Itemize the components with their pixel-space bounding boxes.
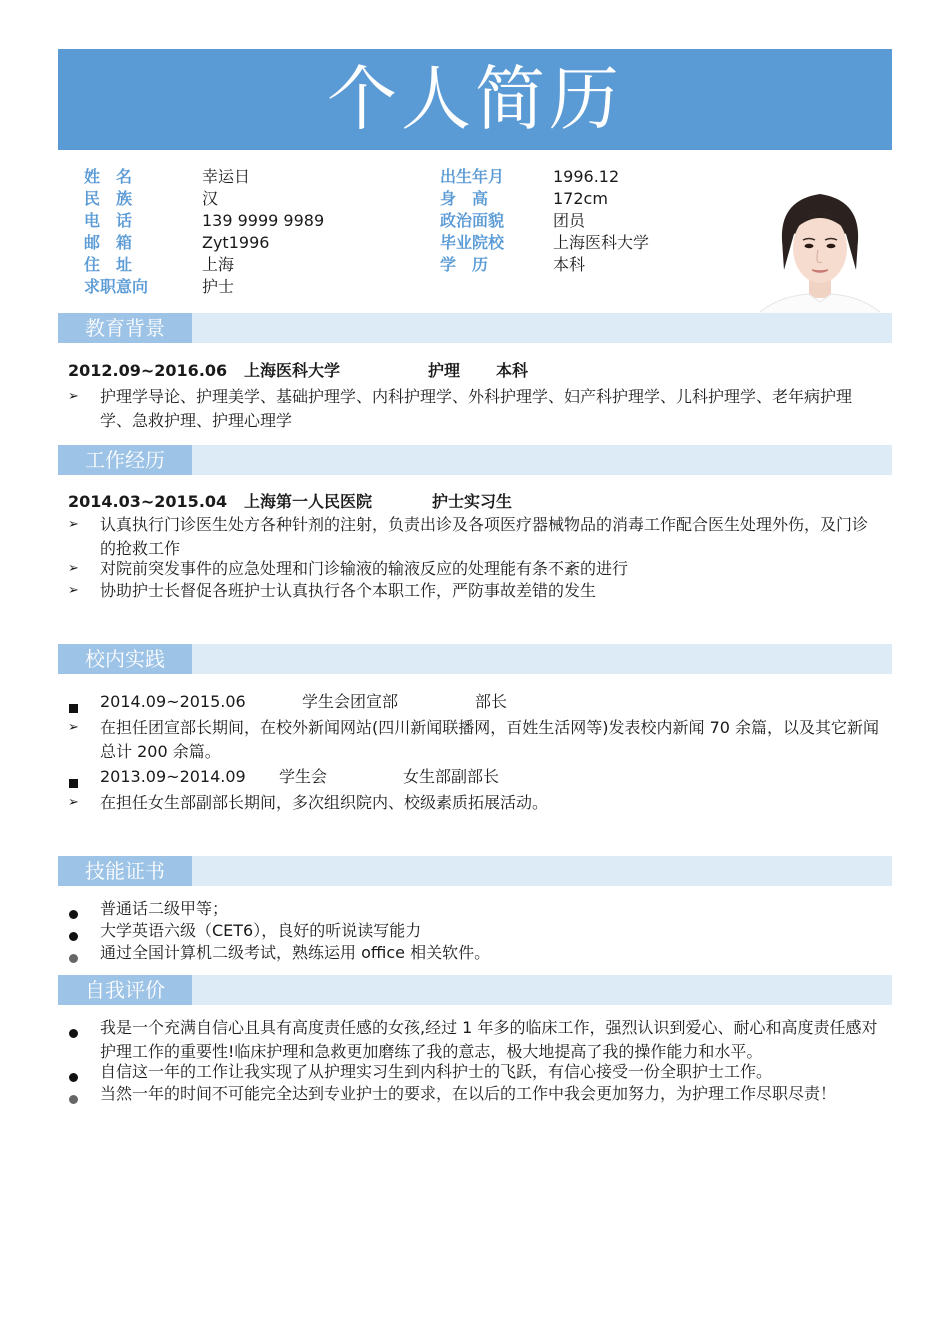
- section-header-self: [58, 975, 892, 1005]
- list-item: [68, 716, 888, 764]
- section-header-work: [58, 445, 892, 475]
- dot-bullet-icon: [68, 948, 88, 972]
- section-header-education: [58, 313, 892, 343]
- info-value: 上海: [202, 255, 235, 274]
- campus-period: 2013.09~2014.09: [100, 767, 246, 786]
- list-item: [68, 919, 888, 943]
- info-value: 139 9999 9989: [202, 211, 325, 230]
- list-item: [68, 1016, 888, 1064]
- info-value: 幸运日: [202, 167, 251, 186]
- self-item: 自信这一年的工作让我实现了从护理实习生到内科护士的飞跃，有信心接受一份全职护士工作。: [100, 1062, 773, 1081]
- list-item: [68, 941, 888, 965]
- info-value: 护士: [202, 277, 235, 296]
- info-label: 住 址: [84, 255, 133, 274]
- self-item: 我是一个充满自信心且具有高度责任感的女孩,经过 1 年多的临床工作，强烈认识到爱心、耐心和高度责任感对护理工作的重要性!临床护理和急救更加磨练了我的意志，极大地提高了我的操作能力和水平。: [100, 1018, 878, 1061]
- info-value: Zyt1996: [202, 233, 270, 252]
- info-label: 姓 名: [84, 167, 133, 186]
- list-item: [68, 385, 858, 433]
- list-item: [68, 557, 888, 581]
- section-title: 校内实践: [58, 644, 192, 674]
- list-item: [68, 579, 888, 603]
- dot-bullet-icon: [68, 1089, 88, 1113]
- info-value: 上海医科大学: [553, 233, 650, 252]
- info-value: 本科: [553, 255, 586, 274]
- skill-item: 普通话二级甲等；: [100, 899, 229, 918]
- dot-bullet-icon: [68, 1023, 88, 1047]
- arrow-bullet-icon: ➢: [68, 795, 79, 810]
- campus-org: 学生会: [279, 767, 328, 786]
- info-value: 汉: [202, 189, 219, 208]
- work-duty: 协助护士长督促各班护士认真执行各个本职工作，严防事故差错的发生: [100, 581, 597, 600]
- campus-detail: 在担任女生部副部长期间，多次组织院内、校级素质拓展活动。: [100, 793, 549, 812]
- info-value: 1996.12: [553, 167, 620, 186]
- info-label: 邮 箱: [84, 233, 133, 252]
- section-title: 技能证书: [58, 856, 192, 886]
- campus-role: 部长: [475, 692, 508, 711]
- section-header-campus: [58, 644, 892, 674]
- campus-org: 学生会团宣部: [302, 692, 399, 711]
- skill-item: 通过全国计算机二级考试，熟练运用 office 相关软件。: [100, 943, 491, 962]
- list-item: [68, 513, 880, 561]
- self-item: 当然一年的时间不可能完全达到专业护士的要求，在以后的工作中我会更加努力，为护理工作尽职尽责！: [100, 1084, 837, 1103]
- work-role: 护士实习生: [432, 492, 513, 511]
- education-degree: 本科: [496, 361, 529, 380]
- education-courses: 护理学导论、护理美学、基础护理学、内科护理学、外科护理学、妇产科护理学、儿科护理学、老年病护理学、急救护理、护理心理学: [100, 387, 853, 430]
- info-label: 电 话: [84, 211, 133, 230]
- education-major: 护理: [428, 361, 461, 380]
- education-period: 2012.09~2016.06: [68, 361, 228, 380]
- list-item: [68, 1082, 888, 1106]
- info-value: 172cm: [553, 189, 608, 208]
- arrow-bullet-icon: ➢: [68, 517, 79, 532]
- arrow-bullet-icon: ➢: [68, 720, 79, 735]
- work-company: 上海第一人民医院: [244, 492, 373, 511]
- info-label: 身 高: [440, 189, 489, 208]
- work-duty: 认真执行门诊医生处方各种针剂的注射，负责出诊及各项医疗器械物品的消毒工作配合医生处理外伤，及门诊的抢救工作: [100, 515, 869, 558]
- info-label: 政治面貌: [440, 211, 505, 230]
- skill-item: 大学英语六级（CET6），良好的听说读写能力: [100, 921, 422, 940]
- info-label: 学 历: [440, 255, 489, 274]
- info-label: 出生年月: [440, 167, 505, 186]
- arrow-bullet-icon: ➢: [68, 561, 79, 576]
- section-title: 自我评价: [58, 975, 192, 1005]
- arrow-bullet-icon: ➢: [68, 583, 79, 598]
- list-item: [68, 791, 888, 815]
- education-school: 上海医科大学: [244, 361, 341, 380]
- info-value: 团员: [553, 211, 586, 230]
- info-label: 毕业院校: [440, 233, 505, 252]
- arrow-bullet-icon: ➢: [68, 389, 79, 404]
- portrait-image: [760, 178, 880, 328]
- section-header-skills: [58, 856, 892, 886]
- campus-role: 女生部副部长: [403, 767, 500, 786]
- section-title: 工作经历: [58, 445, 192, 475]
- profile-photo: [760, 178, 880, 328]
- campus-period: 2014.09~2015.06: [100, 692, 246, 711]
- work-duty: 对院前突发事件的应急处理和门诊输液的输液反应的处理能有条不紊的进行: [100, 559, 629, 578]
- info-label: 民 族: [84, 189, 133, 208]
- resume-title: 个人简历: [58, 49, 892, 150]
- list-item: [68, 1060, 888, 1084]
- list-item: [68, 897, 888, 921]
- campus-detail: 在担任团宣部长期间，在校外新闻网站(四川新闻联播网，百姓生活网等)发表校内新闻 70 余篇，以及其它新闻总计 200 余篇。: [100, 718, 880, 761]
- section-title: 教育背景: [58, 313, 192, 343]
- info-label: 求职意向: [84, 277, 149, 296]
- work-period: 2014.03~2015.04: [68, 492, 228, 511]
